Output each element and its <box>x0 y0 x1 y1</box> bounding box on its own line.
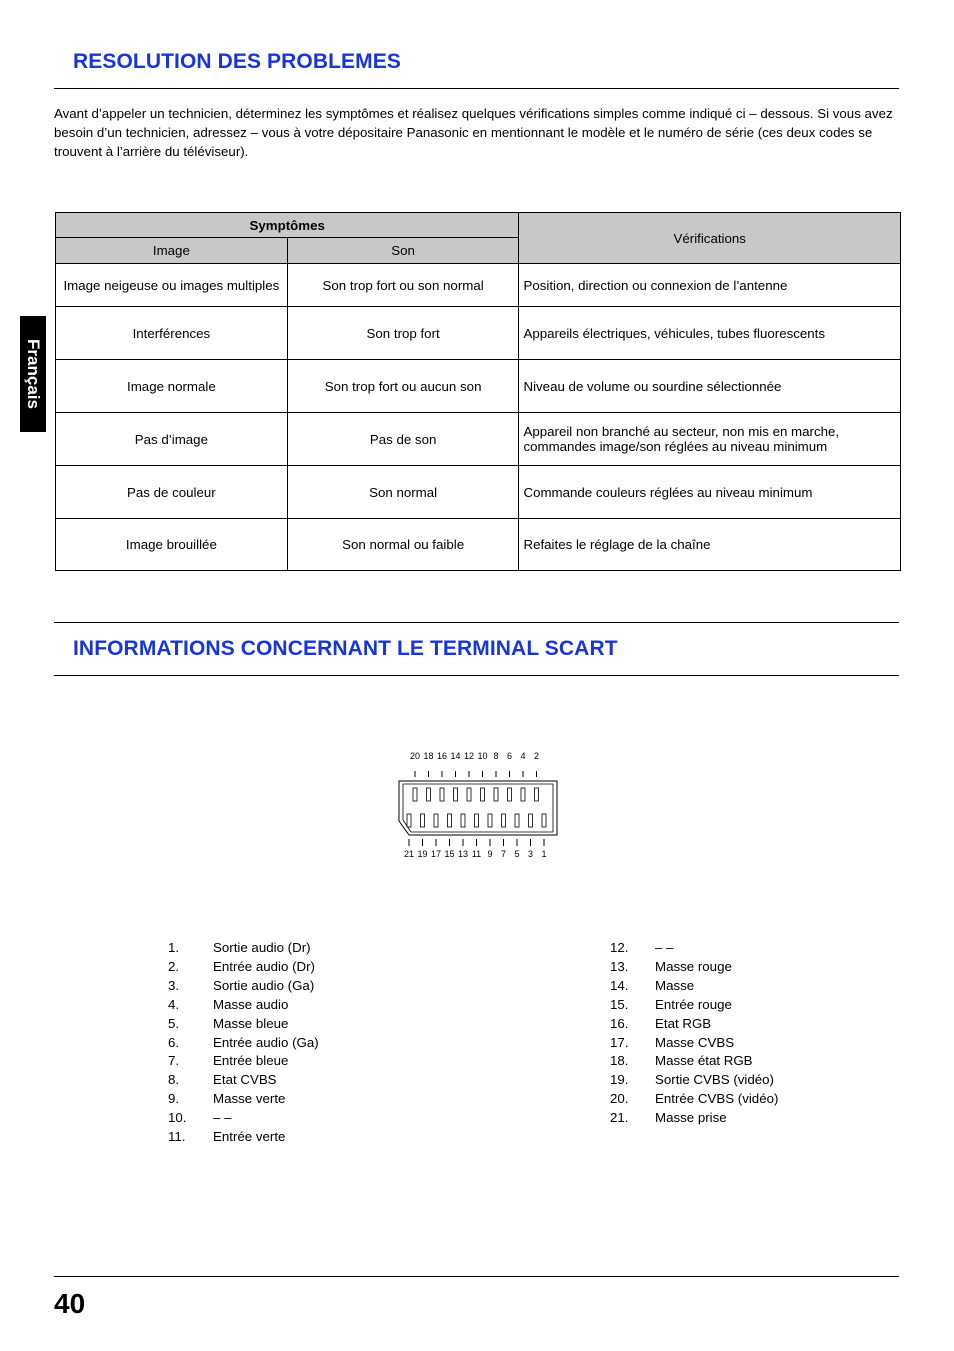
pin-label: Entrée audio (Dr) <box>213 958 315 974</box>
page-number: 40 <box>54 1288 86 1319</box>
pin-label-top: 18 <box>423 751 434 761</box>
cell-image: Pas d’image <box>56 413 288 466</box>
pin-label: Masse audio <box>213 996 289 1012</box>
pin-contact <box>488 814 492 827</box>
pin-label-top: 12 <box>463 751 475 761</box>
pin-number: 11. <box>168 1129 186 1145</box>
pin-list-right <box>610 939 778 1128</box>
cell-check: Commande couleurs réglées au niveau minimum <box>519 466 901 519</box>
pin-item <box>168 1128 319 1147</box>
pin-label-top: 14 <box>450 751 461 761</box>
pin-number: 6. <box>168 1034 180 1050</box>
cell-image: Pas de couleur <box>56 466 288 519</box>
pin-contact <box>475 814 479 827</box>
pin-label: Entrée CVBS (vidéo) <box>655 1091 779 1107</box>
pin-number: 15. <box>610 996 629 1012</box>
language-tab-label: Français <box>24 339 43 409</box>
pin-contact <box>427 788 431 801</box>
table-row <box>56 360 901 413</box>
section-title-scart: INFORMATIONS CONCERNANT LE TERMINAL SCART <box>73 637 618 660</box>
pin-label: Masse <box>655 977 695 993</box>
table-row <box>56 413 901 466</box>
pin-contact <box>481 788 485 801</box>
pin-label-top: 16 <box>436 751 448 761</box>
pin-number: 20. <box>610 1091 629 1107</box>
pin-number: 2. <box>168 958 180 974</box>
pin-label: Entrée verte <box>213 1129 286 1145</box>
pin-number: 3. <box>168 977 180 993</box>
pin-item <box>610 1015 778 1034</box>
pin-number: 18. <box>610 1053 629 1069</box>
pin-label-top: 6 <box>506 751 513 761</box>
cell-check: Appareil non branché au secteur, non mis en marche, commandes image/son réglées au niveau minimum <box>519 413 901 466</box>
pin-label-bottom: 21 <box>403 849 415 859</box>
pin-contact <box>515 814 519 827</box>
section-title-troubleshooting: RESOLUTION DES PROBLEMES <box>73 50 401 73</box>
pin-item <box>168 1015 319 1034</box>
pin-number: 19. <box>610 1072 629 1088</box>
cell-image: Image brouillée <box>56 519 288 571</box>
heading-rule-bottom <box>54 675 899 676</box>
pin-number: 1. <box>168 940 180 955</box>
pin-list-left <box>168 939 319 1147</box>
pin-number: 4. <box>168 996 180 1012</box>
pin-label-top: 8 <box>493 751 499 761</box>
cell-check: Niveau de volume ou sourdine sélectionnée <box>519 360 901 413</box>
pin-item <box>610 996 778 1015</box>
pin-item <box>610 1052 778 1071</box>
pin-number: 12. <box>610 940 629 955</box>
pin-number: 8. <box>168 1072 180 1088</box>
cell-son: Son normal <box>287 466 519 519</box>
pin-label-top: 4 <box>520 751 526 761</box>
cell-check: Refaites le réglage de la chaîne <box>519 519 901 571</box>
table-row <box>56 264 901 307</box>
pin-label-bottom: 19 <box>417 849 428 859</box>
pin-number: 9. <box>168 1091 180 1107</box>
header-son: Son <box>287 238 519 264</box>
pin-contact <box>502 814 506 827</box>
pin-contact <box>440 788 444 801</box>
pin-label-bottom: 5 <box>514 849 520 859</box>
pin-label-bottom: 13 <box>457 849 469 859</box>
pin-label: Entrée bleue <box>213 1053 289 1069</box>
cell-check: Appareils électriques, véhicules, tubes fluorescents <box>519 307 901 360</box>
heading-rule-top <box>54 622 899 623</box>
pin-item <box>168 1090 319 1109</box>
pin-label: Masse bleue <box>213 1015 289 1031</box>
pin-contact <box>413 788 417 801</box>
pin-label-bottom: 9 <box>487 849 493 859</box>
troubleshooting-table <box>55 212 901 571</box>
pin-item <box>610 939 778 958</box>
cell-son: Pas de son <box>287 413 519 466</box>
pin-item <box>168 958 319 977</box>
pin-number: 17. <box>610 1034 629 1050</box>
pin-item <box>610 1034 778 1053</box>
pin-label: Etat CVBS <box>213 1072 277 1088</box>
pin-label-top: 2 <box>533 751 540 761</box>
pin-number: 14. <box>610 977 629 993</box>
cell-son: Son trop fort <box>287 307 519 360</box>
footer-rule <box>54 1276 899 1277</box>
pin-label-top: 10 <box>477 751 488 761</box>
cell-son: Son trop fort ou aucun son <box>287 360 519 413</box>
pin-contact <box>454 788 458 801</box>
pin-label: Sortie audio (Ga) <box>213 977 315 993</box>
pin-item <box>610 977 778 996</box>
pin-contact <box>508 788 512 801</box>
pin-contact <box>434 814 438 827</box>
cell-image: Interférences <box>56 307 288 360</box>
cell-son: Son trop fort ou son normal <box>287 264 519 307</box>
pin-label: Sortie CVBS (vidéo) <box>655 1072 774 1088</box>
language-tab <box>20 316 46 432</box>
pin-label-bottom: 1 <box>541 849 547 859</box>
pin-contact <box>461 814 465 827</box>
pin-label: Masse verte <box>213 1091 286 1107</box>
pin-label: Masse prise <box>655 1110 727 1126</box>
pin-contact <box>494 788 498 801</box>
pin-label: – – <box>213 1110 232 1126</box>
cell-image: Image normale <box>56 360 288 413</box>
pin-item <box>610 1090 778 1109</box>
pin-label: Masse état RGB <box>655 1053 753 1069</box>
scart-connector-diagram <box>395 745 565 865</box>
cell-image: Image neigeuse ou images multiples <box>56 264 288 307</box>
header-image: Image <box>56 238 288 264</box>
cell-check: Position, direction ou connexion de l’antenne <box>519 264 901 307</box>
pin-item <box>168 1071 319 1090</box>
pin-contact <box>535 788 539 801</box>
pin-item <box>168 996 319 1015</box>
pin-label: – – <box>655 940 674 955</box>
pin-number: 21. <box>610 1110 629 1126</box>
pin-label-bottom: 11 <box>471 849 482 859</box>
pin-item <box>610 958 778 977</box>
pin-contact <box>521 788 525 801</box>
intro-paragraph: Avant d’appeler un technicien, déterminez les symptômes et réalisez quelques vérifications simples comme indiqué ci – dessous. Si vous avez besoin d’un technicien, adressez – vous à votre dépositaire Panasonic en mentionnant le modèle et le numéro de série (ces deux codes se trouvent à l’arrière du téléviseur). <box>54 106 893 159</box>
pin-number: 10. <box>168 1110 187 1126</box>
header-symptoms: Symptômes <box>56 213 519 238</box>
table-row <box>56 307 901 360</box>
pin-contact <box>407 814 411 827</box>
pin-label: Masse rouge <box>655 958 732 974</box>
pin-contact <box>448 814 452 827</box>
pin-label-bottom: 7 <box>500 849 507 859</box>
pin-contact <box>467 788 471 801</box>
pin-label: Masse CVBS <box>655 1034 735 1050</box>
connector-inner-outline <box>403 784 553 832</box>
pin-number: 5. <box>168 1015 180 1031</box>
pin-label-bottom: 15 <box>444 849 455 859</box>
pin-item <box>610 1109 778 1128</box>
pin-number: 7. <box>168 1053 180 1069</box>
pin-label: Etat RGB <box>655 1015 712 1031</box>
pin-item <box>168 939 319 958</box>
table-row <box>56 519 901 571</box>
pin-item <box>168 1052 319 1071</box>
pin-item <box>168 1034 319 1053</box>
pin-label-top: 20 <box>409 751 421 761</box>
pin-number: 16. <box>610 1015 629 1031</box>
pin-label-bottom: 17 <box>430 849 442 859</box>
pin-item <box>168 1109 319 1128</box>
pin-contact <box>529 814 533 827</box>
pin-label: Sortie audio (Dr) <box>213 940 311 955</box>
header-checks: Vérifications <box>519 213 901 264</box>
cell-son: Son normal ou faible <box>287 519 519 571</box>
pin-item <box>168 977 319 996</box>
pin-contact <box>542 814 546 827</box>
pin-label: Entrée audio (Ga) <box>213 1034 319 1050</box>
pin-number: 13. <box>610 958 629 974</box>
heading-rule <box>54 88 899 89</box>
pin-item <box>610 1071 778 1090</box>
table-row <box>56 466 901 519</box>
pin-label-bottom: 3 <box>527 849 534 859</box>
pin-contact <box>421 814 425 827</box>
pin-label: Entrée rouge <box>655 996 732 1012</box>
